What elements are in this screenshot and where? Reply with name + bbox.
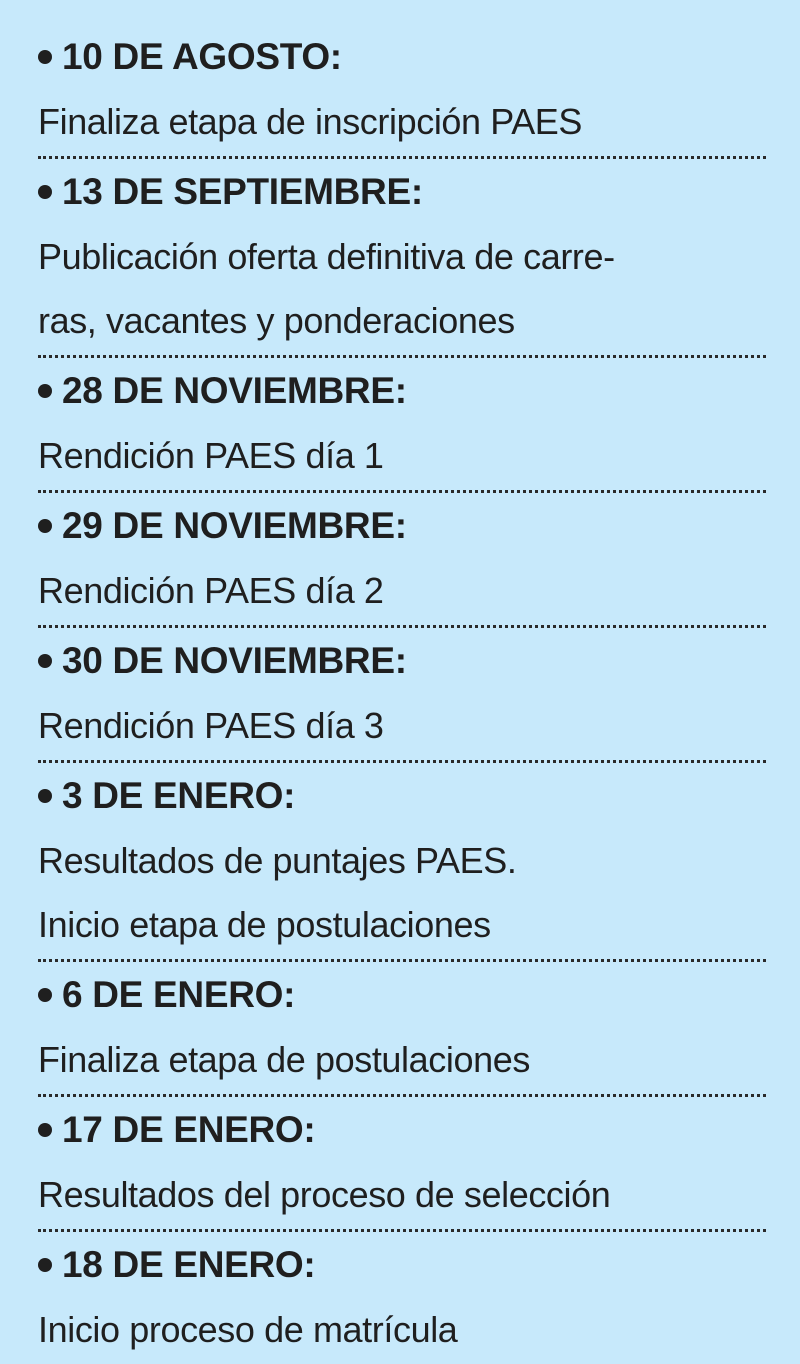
schedule-date: 3 DE ENERO: (62, 775, 296, 816)
schedule-item (38, 1232, 766, 1364)
bullet-icon (38, 519, 52, 533)
schedule-item (38, 763, 766, 962)
schedule-date-line (38, 24, 766, 90)
schedule-description: Resultados de puntajes PAES. Inicio etapa de postulaciones (38, 840, 517, 945)
schedule-item (38, 628, 766, 763)
schedule-date: 28 DE NOVIEMBRE: (62, 370, 407, 411)
bullet-icon (38, 384, 52, 398)
schedule-item (38, 24, 766, 159)
bullet-icon (38, 1258, 52, 1272)
schedule-description: Publicación oferta definitiva de carre- ras, vacantes y ponderaciones (38, 236, 615, 341)
schedule-date: 30 DE NOVIEMBRE: (62, 640, 407, 681)
schedule-date-line (38, 1232, 766, 1298)
schedule-description: Finaliza etapa de postulaciones (38, 1039, 530, 1080)
schedule-description: Rendición PAES día 2 (38, 570, 384, 611)
schedule-date: 6 DE ENERO: (62, 974, 296, 1015)
bullet-icon (38, 50, 52, 64)
bullet-icon (38, 1123, 52, 1137)
schedule-item (38, 358, 766, 493)
schedule-item (38, 962, 766, 1097)
schedule-date-line (38, 159, 766, 225)
schedule-item (38, 159, 766, 358)
schedule-description: Finaliza etapa de inscripción PAES (38, 101, 583, 142)
schedule-date-line (38, 1097, 766, 1163)
bullet-icon (38, 988, 52, 1002)
schedule-date: 10 DE AGOSTO: (62, 36, 342, 77)
schedule-description: Rendición PAES día 3 (38, 705, 384, 746)
schedule-item (38, 493, 766, 628)
schedule-date: 17 DE ENERO: (62, 1109, 316, 1150)
schedule-date-line (38, 962, 766, 1028)
bullet-icon (38, 654, 52, 668)
bullet-icon (38, 185, 52, 199)
schedule-description: Rendición PAES día 1 (38, 435, 384, 476)
schedule-date-line (38, 763, 766, 829)
schedule-date: 18 DE ENERO: (62, 1244, 316, 1285)
schedule-date-line (38, 628, 766, 694)
schedule-item (38, 1097, 766, 1232)
schedule-description: Inicio proceso de matrícula (38, 1309, 458, 1350)
schedule-date-line (38, 358, 766, 424)
schedule-date-line (38, 493, 766, 559)
schedule-date: 13 DE SEPTIEMBRE: (62, 171, 423, 212)
schedule-date: 29 DE NOVIEMBRE: (62, 505, 407, 546)
schedule-description: Resultados del proceso de selección (38, 1174, 611, 1215)
bullet-icon (38, 789, 52, 803)
